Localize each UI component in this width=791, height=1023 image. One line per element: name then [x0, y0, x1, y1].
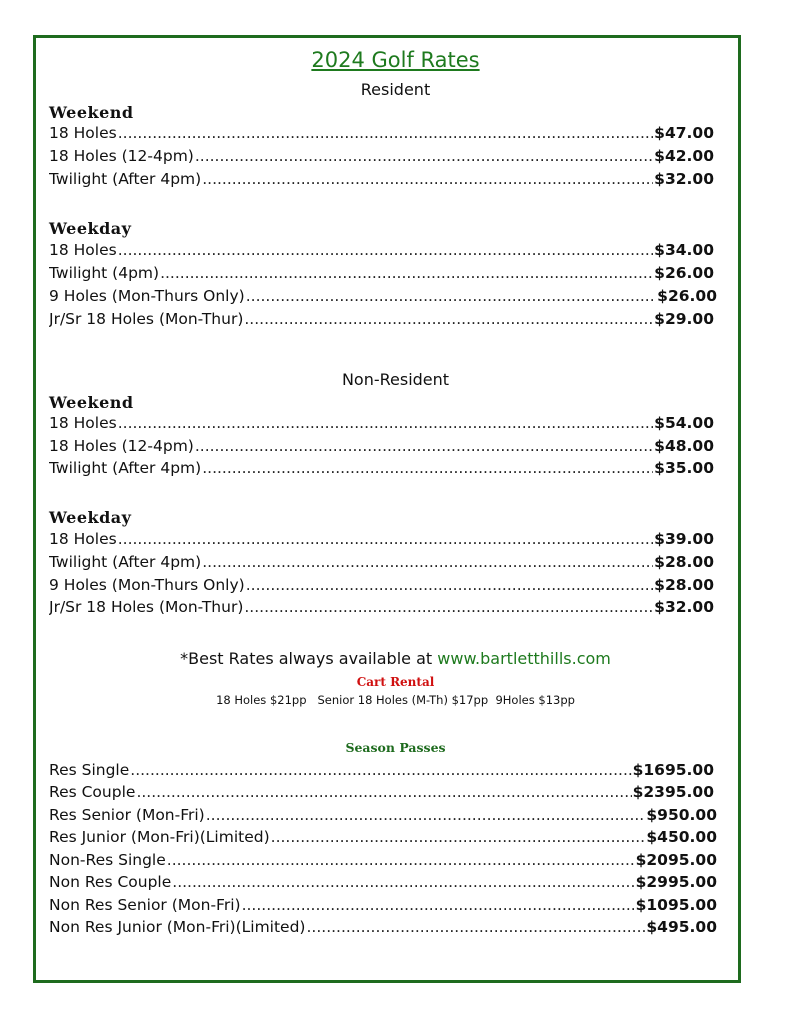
rate-price: $47.00	[654, 124, 714, 142]
pass-label: Res Single	[49, 761, 130, 779]
rate-row	[49, 124, 714, 142]
dot-leader	[244, 598, 653, 616]
rate-label: 18 Holes	[49, 414, 117, 432]
cart-rental-details: 18 Holes $21pp Senior 18 Holes (M-Th) $17pp 9Holes $13pp	[216, 693, 575, 707]
rate-label: 18 Holes	[49, 124, 117, 142]
rate-label: Jr/Sr 18 Holes (Mon-Thur)	[49, 310, 244, 328]
pass-label: Non Res Couple	[49, 873, 172, 891]
dot-leader	[246, 576, 653, 594]
dot-leader	[202, 459, 653, 477]
non-resident-weekend-heading: Weekend	[49, 393, 134, 412]
pass-label: Non Res Junior (Mon-Fri)(Limited)	[49, 918, 306, 936]
rate-price: $32.00	[654, 170, 714, 188]
page-title: 2024 Golf Rates	[311, 48, 480, 72]
dot-leader	[206, 806, 646, 824]
pass-price: $950.00	[646, 806, 717, 824]
rate-row	[49, 530, 714, 548]
dot-leader	[306, 918, 645, 936]
dot-leader	[271, 828, 646, 846]
rate-label: 18 Holes (12-4pm)	[49, 147, 194, 165]
rate-row	[49, 310, 714, 328]
non-resident-heading: Non-Resident	[341, 370, 450, 389]
best-rates-text: *Best Rates always available at	[180, 649, 433, 668]
rate-price: $34.00	[654, 241, 714, 259]
pass-label: Res Junior (Mon-Fri)(Limited)	[49, 828, 270, 846]
dot-leader	[202, 170, 653, 188]
rate-row	[49, 414, 714, 432]
rate-price: $48.00	[654, 437, 714, 455]
pass-label: Non-Res Single	[49, 851, 166, 869]
rate-row	[49, 147, 714, 165]
dot-leader	[136, 783, 631, 801]
pass-label: Res Senior (Mon-Fri)	[49, 806, 205, 824]
pass-row	[49, 828, 717, 846]
rate-label: 18 Holes	[49, 241, 117, 259]
pass-row	[49, 806, 717, 824]
rate-price: $54.00	[654, 414, 714, 432]
dot-leader	[246, 287, 656, 305]
dot-leader	[244, 310, 653, 328]
resident-weekday-heading: Weekday	[49, 219, 132, 238]
pass-price: $1095.00	[635, 896, 717, 914]
rate-label: 18 Holes	[49, 530, 117, 548]
pass-price: $2095.00	[635, 851, 717, 869]
rate-price: $28.00	[654, 553, 714, 571]
season-passes-heading: Season Passes	[345, 740, 446, 755]
rate-price: $26.00	[654, 264, 714, 282]
rate-price: $32.00	[654, 598, 714, 616]
rate-price: $39.00	[654, 530, 714, 548]
rate-label: 9 Holes (Mon-Thurs Only)	[49, 576, 245, 594]
rate-label: Twilight (After 4pm)	[49, 170, 202, 188]
rate-price: $35.00	[654, 459, 714, 477]
dot-leader	[130, 761, 631, 779]
rate-label: 18 Holes (12-4pm)	[49, 437, 194, 455]
pass-label: Non Res Senior (Mon-Fri)	[49, 896, 241, 914]
dot-leader	[167, 851, 635, 869]
rate-row	[49, 170, 714, 188]
rate-row	[49, 576, 714, 594]
best-rates-note	[0, 649, 791, 668]
rate-row	[49, 264, 714, 282]
dot-leader	[118, 530, 653, 548]
resident-weekend-heading: Weekend	[49, 103, 134, 122]
rate-label: Twilight (After 4pm)	[49, 459, 202, 477]
rate-label: Twilight (After 4pm)	[49, 553, 202, 571]
rate-row	[49, 553, 714, 571]
dot-leader	[160, 264, 653, 282]
resident-heading: Resident	[360, 80, 431, 99]
dot-leader	[118, 241, 653, 259]
rate-row	[49, 241, 714, 259]
rate-label: Twilight (4pm)	[49, 264, 160, 282]
dot-leader	[118, 414, 653, 432]
rate-price: $28.00	[654, 576, 714, 594]
pass-price: $2395.00	[632, 783, 714, 801]
website-link[interactable]: www.bartletthills.com	[437, 649, 611, 668]
rate-row	[49, 437, 714, 455]
pass-price: $495.00	[646, 918, 717, 936]
rate-row	[49, 287, 717, 305]
rate-price: $26.00	[657, 287, 717, 305]
pass-row	[49, 896, 717, 914]
dot-leader	[118, 124, 653, 142]
dot-leader	[172, 873, 634, 891]
rate-price: $42.00	[654, 147, 714, 165]
pass-price: $1695.00	[632, 761, 714, 779]
rate-price: $29.00	[654, 310, 714, 328]
rate-label: 9 Holes (Mon-Thurs Only)	[49, 287, 245, 305]
pass-row	[49, 761, 714, 779]
pass-row	[49, 851, 717, 869]
pass-row	[49, 873, 717, 891]
cart-rental-heading: Cart Rental	[356, 675, 435, 689]
pass-row	[49, 918, 717, 936]
rate-row	[49, 598, 714, 616]
pass-price: $2995.00	[635, 873, 717, 891]
rate-label: Jr/Sr 18 Holes (Mon-Thur)	[49, 598, 244, 616]
dot-leader	[195, 147, 653, 165]
pass-price: $450.00	[646, 828, 717, 846]
non-resident-weekday-heading: Weekday	[49, 508, 132, 527]
rate-row	[49, 459, 714, 477]
dot-leader	[202, 553, 653, 571]
dot-leader	[195, 437, 653, 455]
pass-label: Res Couple	[49, 783, 136, 801]
dot-leader	[242, 896, 635, 914]
pass-row	[49, 783, 714, 801]
